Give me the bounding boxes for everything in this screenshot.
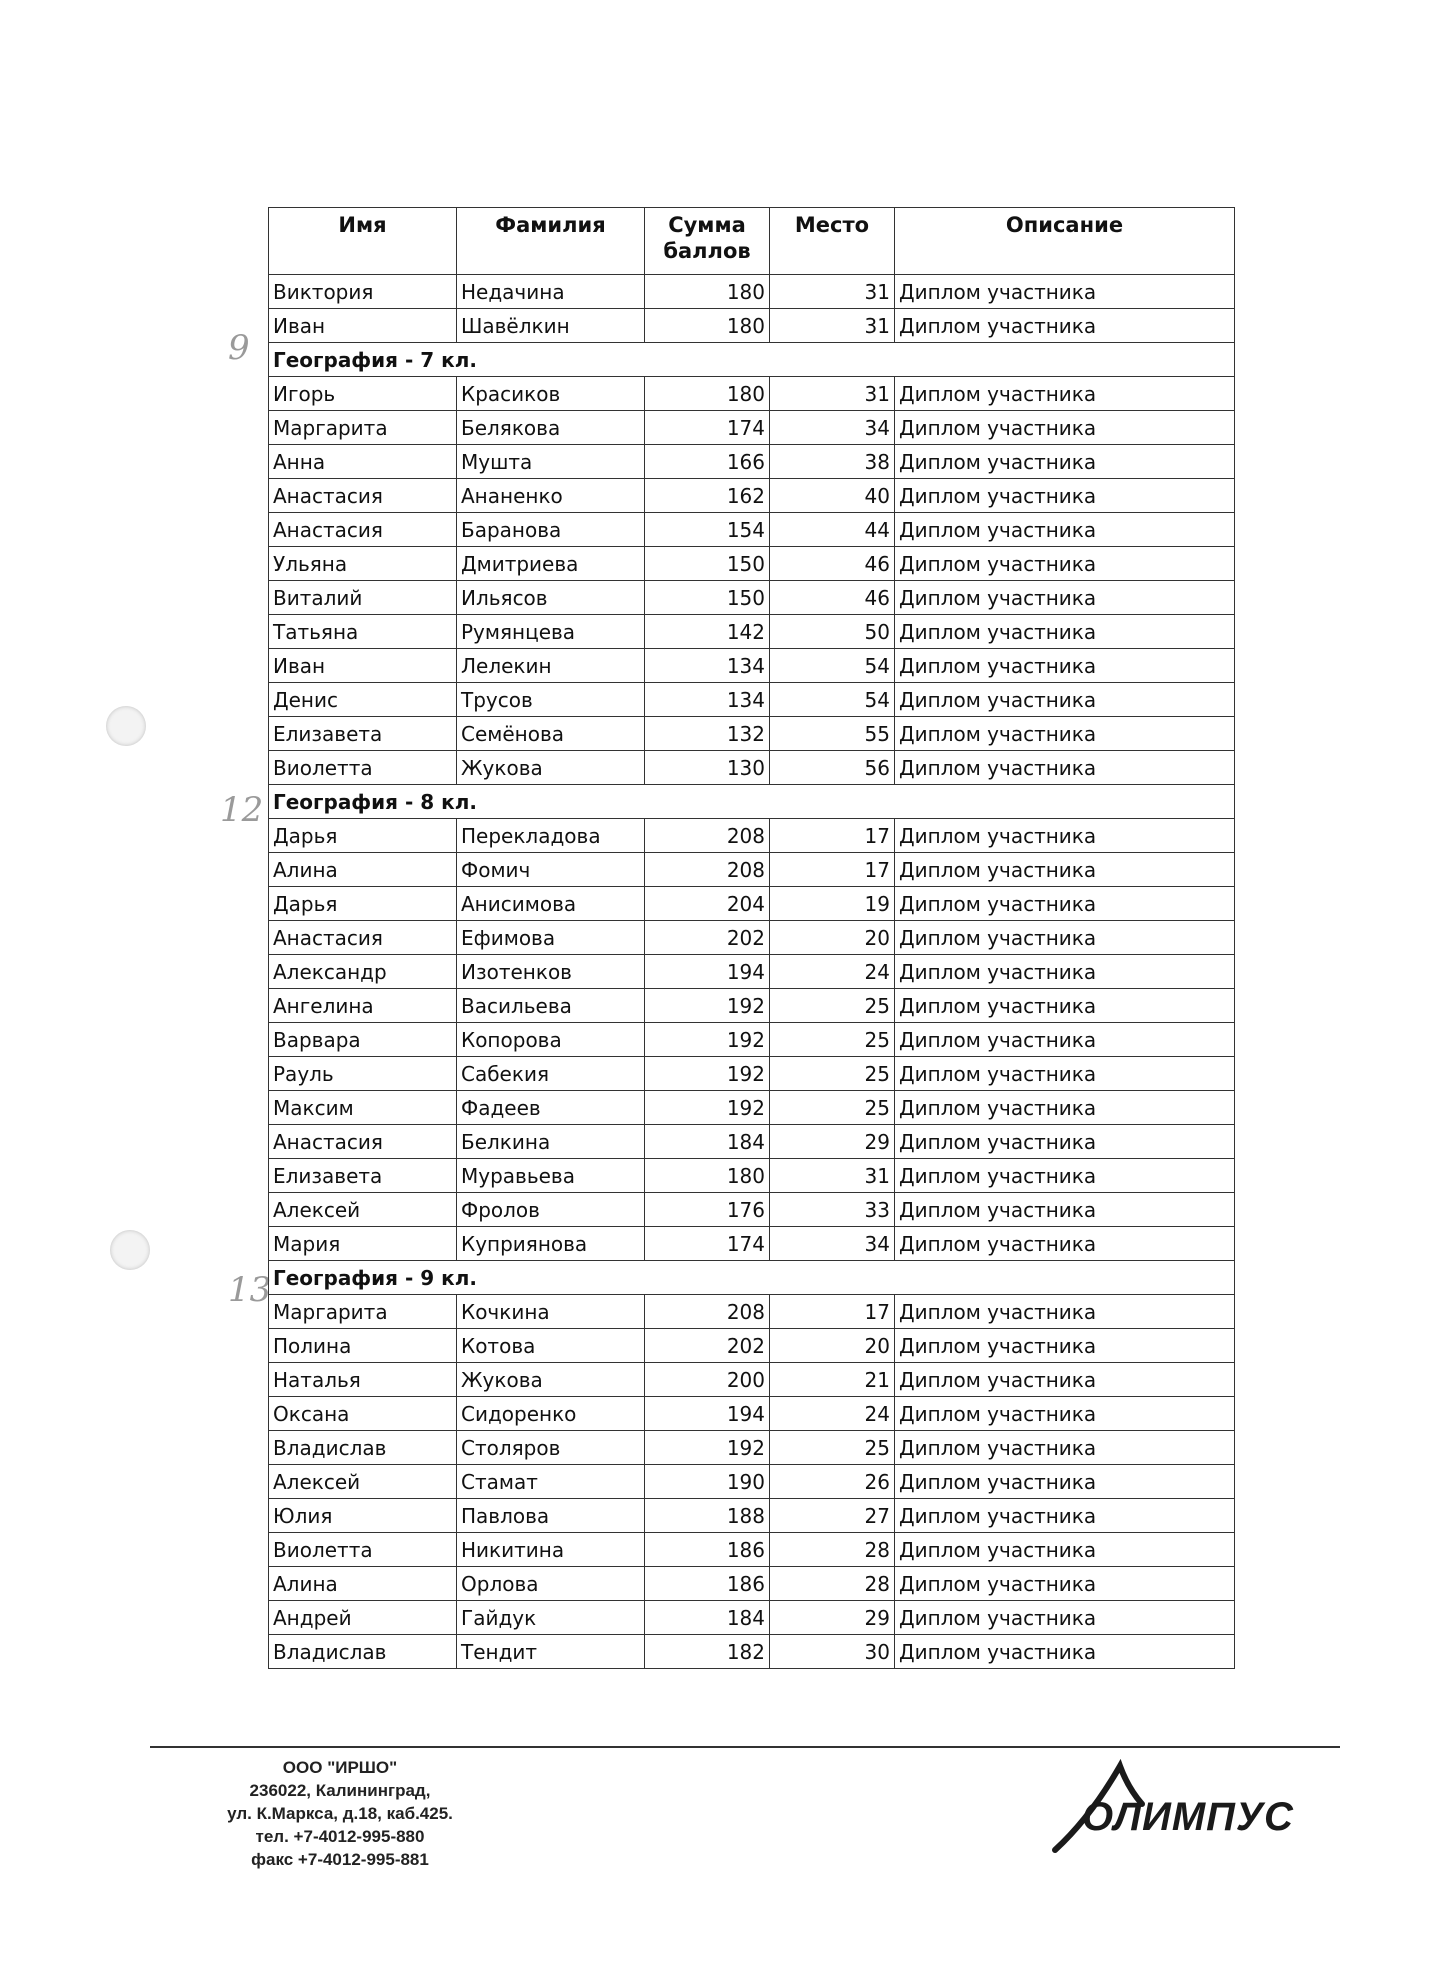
cell-score: 204 xyxy=(645,887,770,921)
cell-score: 192 xyxy=(645,989,770,1023)
header-score: Сумма баллов xyxy=(645,208,770,275)
results-table xyxy=(268,207,1235,1669)
cell-description: Диплом участника xyxy=(895,683,1235,717)
cell-description: Диплом участника xyxy=(895,751,1235,785)
cell-name: Виолетта xyxy=(269,751,457,785)
cell-name: Андрей xyxy=(269,1601,457,1635)
cell-place: 31 xyxy=(770,1159,895,1193)
table-body xyxy=(269,275,1235,1669)
section-title: География - 8 кл. xyxy=(269,785,1235,819)
cell-description: Диплом участника xyxy=(895,1091,1235,1125)
cell-place: 25 xyxy=(770,1057,895,1091)
cell-surname: Дмитриева xyxy=(457,547,645,581)
cell-description: Диплом участника xyxy=(895,547,1235,581)
cell-name: Анна xyxy=(269,445,457,479)
cell-description: Диплом участника xyxy=(895,989,1235,1023)
company-street: ул. К.Маркса, д.18, каб.425. xyxy=(227,1804,453,1823)
header-name: Имя xyxy=(269,208,457,275)
cell-place: 38 xyxy=(770,445,895,479)
cell-name: Маргарита xyxy=(269,1295,457,1329)
table-row xyxy=(269,1567,1235,1601)
cell-description: Диплом участника xyxy=(895,309,1235,343)
table-row xyxy=(269,1465,1235,1499)
cell-score: 208 xyxy=(645,819,770,853)
cell-place: 21 xyxy=(770,1363,895,1397)
table-row xyxy=(269,1363,1235,1397)
table-row xyxy=(269,445,1235,479)
cell-surname: Ильясов xyxy=(457,581,645,615)
cell-description: Диплом участника xyxy=(895,1465,1235,1499)
punch-hole-bottom xyxy=(110,1230,150,1270)
cell-place: 17 xyxy=(770,1295,895,1329)
margin-note-3: 13 xyxy=(228,1270,272,1310)
table-row xyxy=(269,377,1235,411)
header-description: Описание xyxy=(895,208,1235,275)
table-row xyxy=(269,309,1235,343)
cell-score: 134 xyxy=(645,683,770,717)
cell-score: 186 xyxy=(645,1533,770,1567)
cell-score: 194 xyxy=(645,955,770,989)
cell-score: 194 xyxy=(645,1397,770,1431)
cell-description: Диплом участника xyxy=(895,853,1235,887)
cell-score: 150 xyxy=(645,547,770,581)
cell-surname: Красиков xyxy=(457,377,645,411)
cell-score: 192 xyxy=(645,1431,770,1465)
table-row xyxy=(269,819,1235,853)
table-row xyxy=(269,989,1235,1023)
cell-surname: Фролов xyxy=(457,1193,645,1227)
cell-surname: Стамат xyxy=(457,1465,645,1499)
cell-name: Дарья xyxy=(269,887,457,921)
table-row xyxy=(269,581,1235,615)
company-phone: тел. +7-4012-995-880 xyxy=(255,1827,425,1846)
cell-description: Диплом участника xyxy=(895,1227,1235,1261)
cell-description: Диплом участника xyxy=(895,615,1235,649)
cell-surname: Павлова xyxy=(457,1499,645,1533)
cell-score: 132 xyxy=(645,717,770,751)
table-header-row xyxy=(269,208,1235,275)
cell-description: Диплом участника xyxy=(895,581,1235,615)
cell-place: 44 xyxy=(770,513,895,547)
cell-place: 28 xyxy=(770,1533,895,1567)
footer-divider xyxy=(150,1746,1340,1748)
cell-score: 162 xyxy=(645,479,770,513)
cell-score: 192 xyxy=(645,1057,770,1091)
cell-surname: Перекладова xyxy=(457,819,645,853)
cell-description: Диплом участника xyxy=(895,1601,1235,1635)
cell-score: 176 xyxy=(645,1193,770,1227)
cell-score: 188 xyxy=(645,1499,770,1533)
cell-surname: Белкина xyxy=(457,1125,645,1159)
cell-surname: Баранова xyxy=(457,513,645,547)
cell-score: 174 xyxy=(645,411,770,445)
cell-place: 24 xyxy=(770,955,895,989)
table-row xyxy=(269,1431,1235,1465)
cell-description: Диплом участника xyxy=(895,819,1235,853)
cell-place: 55 xyxy=(770,717,895,751)
cell-name: Владислав xyxy=(269,1635,457,1669)
cell-score: 154 xyxy=(645,513,770,547)
cell-description: Диплом участника xyxy=(895,1533,1235,1567)
table-row xyxy=(269,615,1235,649)
cell-score: 208 xyxy=(645,1295,770,1329)
cell-description: Диплом участника xyxy=(895,887,1235,921)
cell-name: Виталий xyxy=(269,581,457,615)
cell-surname: Жукова xyxy=(457,1363,645,1397)
cell-surname: Лелекин xyxy=(457,649,645,683)
cell-surname: Муравьева xyxy=(457,1159,645,1193)
cell-place: 29 xyxy=(770,1601,895,1635)
cell-name: Варвара xyxy=(269,1023,457,1057)
cell-surname: Изотенков xyxy=(457,955,645,989)
cell-surname: Орлова xyxy=(457,1567,645,1601)
cell-description: Диплом участника xyxy=(895,1193,1235,1227)
cell-description: Диплом участника xyxy=(895,717,1235,751)
cell-score: 142 xyxy=(645,615,770,649)
table-row xyxy=(269,1091,1235,1125)
table-row xyxy=(269,649,1235,683)
cell-description: Диплом участника xyxy=(895,479,1235,513)
cell-score: 180 xyxy=(645,309,770,343)
cell-name: Наталья xyxy=(269,1363,457,1397)
cell-name: Денис xyxy=(269,683,457,717)
cell-place: 31 xyxy=(770,275,895,309)
cell-surname: Столяров xyxy=(457,1431,645,1465)
cell-place: 20 xyxy=(770,921,895,955)
cell-surname: Анисимова xyxy=(457,887,645,921)
cell-place: 29 xyxy=(770,1125,895,1159)
cell-place: 34 xyxy=(770,411,895,445)
cell-description: Диплом участника xyxy=(895,1363,1235,1397)
cell-name: Мария xyxy=(269,1227,457,1261)
table-row xyxy=(269,411,1235,445)
cell-description: Диплом участника xyxy=(895,649,1235,683)
cell-score: 134 xyxy=(645,649,770,683)
cell-name: Анастасия xyxy=(269,921,457,955)
cell-description: Диплом участника xyxy=(895,275,1235,309)
table-row xyxy=(269,1397,1235,1431)
cell-place: 31 xyxy=(770,309,895,343)
cell-name: Дарья xyxy=(269,819,457,853)
cell-description: Диплом участника xyxy=(895,1397,1235,1431)
cell-surname: Фомич xyxy=(457,853,645,887)
cell-surname: Гайдук xyxy=(457,1601,645,1635)
cell-place: 25 xyxy=(770,1091,895,1125)
cell-place: 54 xyxy=(770,649,895,683)
cell-place: 56 xyxy=(770,751,895,785)
cell-place: 40 xyxy=(770,479,895,513)
company-postal: 236022, Калининград, xyxy=(249,1781,431,1800)
cell-name: Алина xyxy=(269,1567,457,1601)
cell-name: Анастасия xyxy=(269,479,457,513)
cell-place: 34 xyxy=(770,1227,895,1261)
table-row xyxy=(269,887,1235,921)
table-row xyxy=(269,853,1235,887)
cell-place: 30 xyxy=(770,1635,895,1669)
section-title: География - 9 кл. xyxy=(269,1261,1235,1295)
cell-score: 180 xyxy=(645,377,770,411)
cell-surname: Ефимова xyxy=(457,921,645,955)
cell-name: Елизавета xyxy=(269,1159,457,1193)
cell-surname: Недачина xyxy=(457,275,645,309)
cell-name: Ангелина xyxy=(269,989,457,1023)
cell-surname: Сидоренко xyxy=(457,1397,645,1431)
table-row xyxy=(269,751,1235,785)
cell-place: 28 xyxy=(770,1567,895,1601)
cell-surname: Котова xyxy=(457,1329,645,1363)
cell-place: 54 xyxy=(770,683,895,717)
cell-name: Владислав xyxy=(269,1431,457,1465)
cell-place: 31 xyxy=(770,377,895,411)
cell-name: Рауль xyxy=(269,1057,457,1091)
section-row xyxy=(269,343,1235,377)
table-row xyxy=(269,1295,1235,1329)
cell-name: Ульяна xyxy=(269,547,457,581)
cell-surname: Сабекия xyxy=(457,1057,645,1091)
cell-surname: Никитина xyxy=(457,1533,645,1567)
cell-surname: Куприянова xyxy=(457,1227,645,1261)
cell-description: Диплом участника xyxy=(895,1125,1235,1159)
cell-name: Алексей xyxy=(269,1193,457,1227)
cell-surname: Ананенко xyxy=(457,479,645,513)
table-row xyxy=(269,1227,1235,1261)
cell-name: Иван xyxy=(269,309,457,343)
cell-place: 19 xyxy=(770,887,895,921)
cell-score: 186 xyxy=(645,1567,770,1601)
header-place: Место xyxy=(770,208,895,275)
cell-description: Диплом участника xyxy=(895,1567,1235,1601)
table-row xyxy=(269,547,1235,581)
cell-score: 130 xyxy=(645,751,770,785)
cell-surname: Жукова xyxy=(457,751,645,785)
cell-surname: Румянцева xyxy=(457,615,645,649)
cell-surname: Тендит xyxy=(457,1635,645,1669)
cell-surname: Белякова xyxy=(457,411,645,445)
cell-place: 20 xyxy=(770,1329,895,1363)
cell-score: 180 xyxy=(645,1159,770,1193)
table-row xyxy=(269,717,1235,751)
company-name: ООО "ИРШО" xyxy=(282,1758,398,1777)
table-row xyxy=(269,921,1235,955)
cell-place: 17 xyxy=(770,819,895,853)
cell-score: 184 xyxy=(645,1601,770,1635)
cell-score: 202 xyxy=(645,1329,770,1363)
cell-description: Диплом участника xyxy=(895,1431,1235,1465)
header-surname: Фамилия xyxy=(457,208,645,275)
cell-score: 166 xyxy=(645,445,770,479)
table-row xyxy=(269,1023,1235,1057)
cell-score: 202 xyxy=(645,921,770,955)
cell-name: Анастасия xyxy=(269,513,457,547)
table-row xyxy=(269,1499,1235,1533)
table-row xyxy=(269,513,1235,547)
cell-description: Диплом участника xyxy=(895,1499,1235,1533)
cell-place: 24 xyxy=(770,1397,895,1431)
cell-name: Иван xyxy=(269,649,457,683)
cell-score: 208 xyxy=(645,853,770,887)
cell-place: 46 xyxy=(770,581,895,615)
cell-score: 182 xyxy=(645,1635,770,1669)
section-row xyxy=(269,785,1235,819)
cell-surname: Копорова xyxy=(457,1023,645,1057)
cell-description: Диплом участника xyxy=(895,1329,1235,1363)
table-row xyxy=(269,683,1235,717)
cell-description: Диплом участника xyxy=(895,513,1235,547)
company-address xyxy=(150,1756,530,1871)
table-row xyxy=(269,1329,1235,1363)
table-row xyxy=(269,1125,1235,1159)
cell-name: Елизавета xyxy=(269,717,457,751)
cell-score: 200 xyxy=(645,1363,770,1397)
cell-description: Диплом участника xyxy=(895,411,1235,445)
cell-place: 46 xyxy=(770,547,895,581)
cell-place: 25 xyxy=(770,1431,895,1465)
cell-name: Маргарита xyxy=(269,411,457,445)
cell-place: 50 xyxy=(770,615,895,649)
section-title: География - 7 кл. xyxy=(269,343,1235,377)
company-fax: факс +7-4012-995-881 xyxy=(251,1850,429,1869)
cell-surname: Семёнова xyxy=(457,717,645,751)
cell-place: 27 xyxy=(770,1499,895,1533)
cell-name: Оксана xyxy=(269,1397,457,1431)
table-row xyxy=(269,479,1235,513)
margin-note-1: 9 xyxy=(228,328,250,368)
cell-name: Виолетта xyxy=(269,1533,457,1567)
cell-name: Александр xyxy=(269,955,457,989)
cell-score: 192 xyxy=(645,1091,770,1125)
cell-surname: Кочкина xyxy=(457,1295,645,1329)
table-row xyxy=(269,1635,1235,1669)
cell-name: Юлия xyxy=(269,1499,457,1533)
cell-score: 184 xyxy=(645,1125,770,1159)
cell-name: Полина xyxy=(269,1329,457,1363)
cell-description: Диплом участника xyxy=(895,1159,1235,1193)
cell-name: Игорь xyxy=(269,377,457,411)
table-row xyxy=(269,1601,1235,1635)
cell-description: Диплом участника xyxy=(895,955,1235,989)
cell-surname: Васильева xyxy=(457,989,645,1023)
table-row xyxy=(269,955,1235,989)
punch-hole-top xyxy=(106,706,146,746)
cell-name: Максим xyxy=(269,1091,457,1125)
cell-place: 25 xyxy=(770,1023,895,1057)
cell-score: 192 xyxy=(645,1023,770,1057)
cell-score: 190 xyxy=(645,1465,770,1499)
cell-score: 150 xyxy=(645,581,770,615)
cell-surname: Трусов xyxy=(457,683,645,717)
cell-description: Диплом участника xyxy=(895,921,1235,955)
cell-score: 174 xyxy=(645,1227,770,1261)
cell-place: 17 xyxy=(770,853,895,887)
cell-place: 33 xyxy=(770,1193,895,1227)
table-row xyxy=(269,1057,1235,1091)
table-row xyxy=(269,275,1235,309)
logo-text: ОЛИМПУС xyxy=(1082,1795,1294,1839)
cell-score: 180 xyxy=(645,275,770,309)
table-row xyxy=(269,1533,1235,1567)
cell-name: Татьяна xyxy=(269,615,457,649)
cell-name: Анастасия xyxy=(269,1125,457,1159)
cell-surname: Шавёлкин xyxy=(457,309,645,343)
margin-note-2: 12 xyxy=(220,790,264,830)
cell-name: Алексей xyxy=(269,1465,457,1499)
cell-description: Диплом участника xyxy=(895,1295,1235,1329)
cell-place: 26 xyxy=(770,1465,895,1499)
cell-description: Диплом участника xyxy=(895,445,1235,479)
cell-surname: Мушта xyxy=(457,445,645,479)
cell-place: 25 xyxy=(770,989,895,1023)
cell-description: Диплом участника xyxy=(895,1023,1235,1057)
cell-name: Алина xyxy=(269,853,457,887)
cell-description: Диплом участника xyxy=(895,1635,1235,1669)
table-row xyxy=(269,1193,1235,1227)
cell-description: Диплом участника xyxy=(895,377,1235,411)
cell-name: Виктория xyxy=(269,275,457,309)
cell-description: Диплом участника xyxy=(895,1057,1235,1091)
section-row xyxy=(269,1261,1235,1295)
table-row xyxy=(269,1159,1235,1193)
cell-surname: Фадеев xyxy=(457,1091,645,1125)
